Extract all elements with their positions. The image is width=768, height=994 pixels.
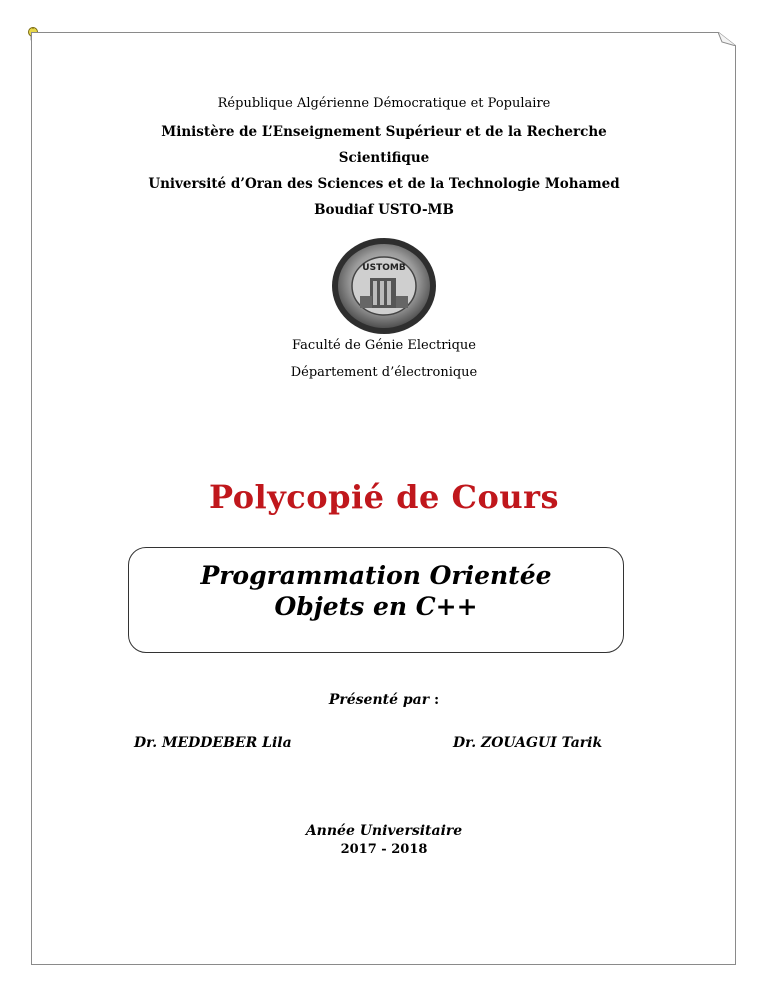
university-line-2: Boudiaf USTO-MB xyxy=(314,202,454,218)
ministry-line-2: Scientifique xyxy=(338,150,430,166)
subject-line-1: Programmation Orientée xyxy=(200,561,552,590)
faculty-block xyxy=(0,335,768,389)
presenter-label xyxy=(0,692,768,708)
subject-box xyxy=(128,547,624,653)
presenter-label-text: Présenté par xyxy=(328,692,430,708)
author-1: Dr. MEDDEBER Lila xyxy=(134,735,292,751)
university-line-1: Université d’Oran des Sciences et de la Technologie Mohamed xyxy=(148,176,620,192)
subject-line-2: Objets en C++ xyxy=(274,592,478,621)
academic-year-label: Année Universitaire xyxy=(305,823,463,839)
seal-text: USTOMB xyxy=(362,263,406,273)
ministry-line-1: Ministère de L’Enseignement Supérieur et de la Recherche xyxy=(161,124,607,140)
department-text: Département d’électronique xyxy=(290,365,478,380)
presenter-label-colon: : xyxy=(429,692,440,708)
academic-year-value: 2017 - 2018 xyxy=(340,842,428,857)
main-title: Polycopié de Cours xyxy=(209,478,559,516)
republic-text: République Algérienne Démocratique et Populaire xyxy=(217,96,551,111)
author-2: Dr. ZOUAGUI Tarik xyxy=(453,735,603,751)
header-block xyxy=(0,93,768,225)
academic-year-block xyxy=(0,821,768,859)
page-corner-fold-icon xyxy=(718,32,736,46)
university-seal-icon xyxy=(330,236,438,336)
faculty-text: Faculté de Génie Electrique xyxy=(292,338,476,353)
